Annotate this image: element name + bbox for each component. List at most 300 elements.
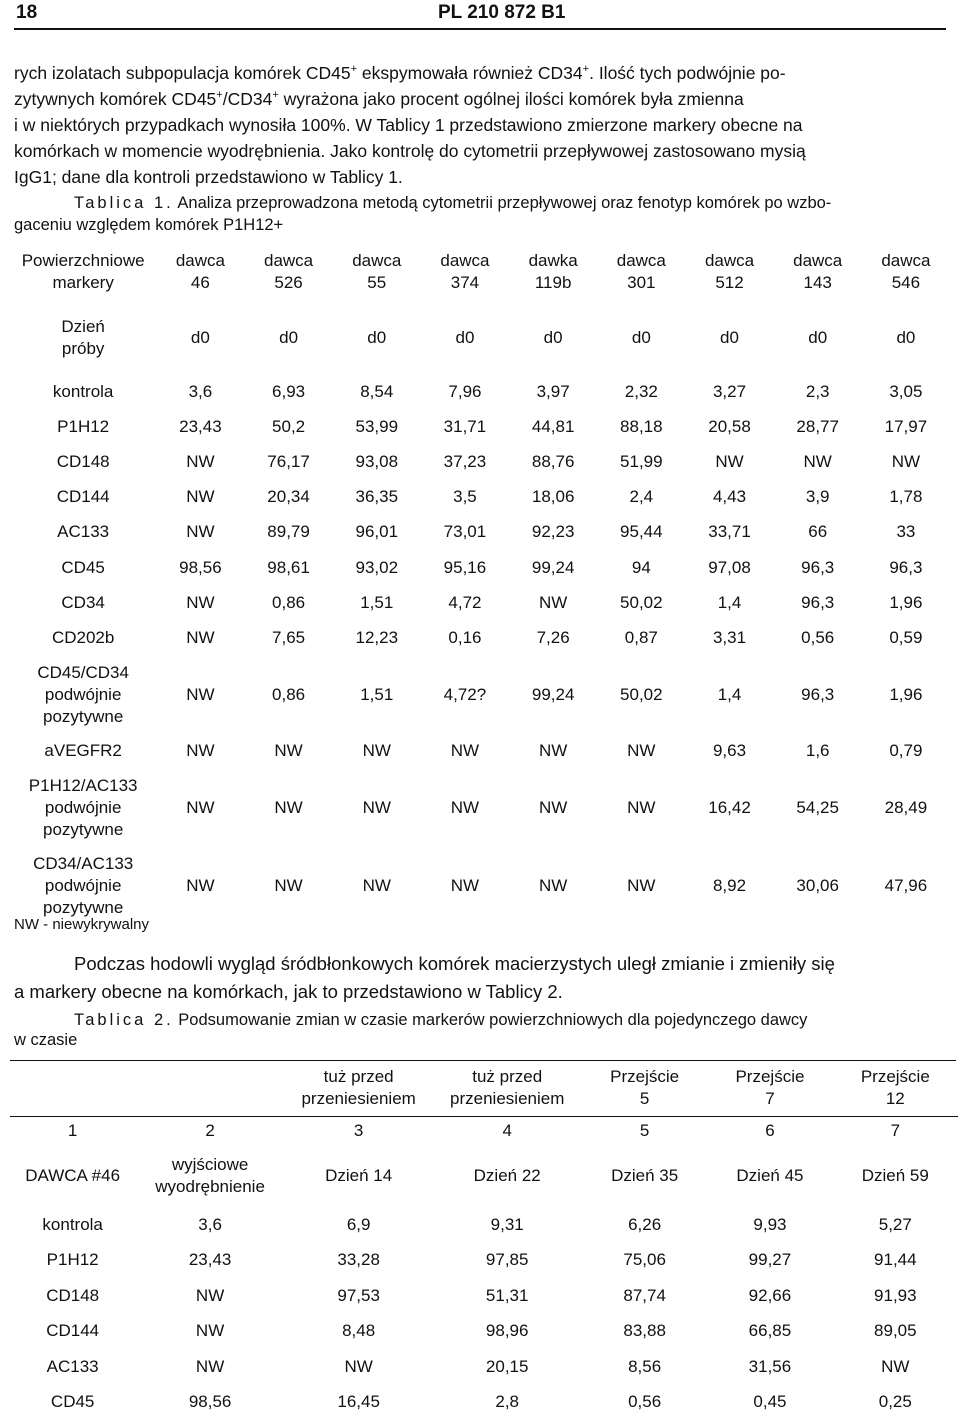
table1-donor-header-text: dawka	[509, 250, 597, 272]
table1-cell: 93,02	[333, 550, 421, 585]
table2-cell: NW	[135, 1314, 285, 1350]
table1-cell: NW	[862, 444, 950, 479]
table1-cell: 6,93	[244, 374, 332, 409]
table1-header-label	[10, 242, 156, 302]
table2-index-cell: 5	[582, 1117, 707, 1146]
table1-row-label	[10, 847, 156, 925]
table2-cell: 99,27	[707, 1243, 832, 1279]
table1-donor-header-text: 374	[421, 272, 509, 294]
table1-cell: 96,3	[774, 656, 862, 734]
table2-cell: 87,74	[582, 1278, 707, 1314]
table2-donor-cell	[10, 1145, 135, 1207]
table1-donor-header-text: 512	[685, 272, 773, 294]
table1-cell: 0,86	[244, 585, 332, 620]
table1-row-label	[10, 409, 156, 444]
table1-row	[10, 585, 950, 620]
table2-cell: NW	[135, 1278, 285, 1314]
table2-row-label: CD45	[10, 1385, 135, 1420]
table1-cell: NW	[244, 847, 332, 925]
table2-header-cell	[10, 1060, 135, 1117]
table2-header-cell-text: Przejście	[707, 1066, 832, 1088]
table2-cell: 31,56	[707, 1349, 832, 1385]
table1-cell: 3,5	[421, 480, 509, 515]
table1-row-label-text: CD144	[10, 486, 156, 508]
middle-paragraph: Podczas hodowli wygląd śródbłonkowych komórek macierzystych uległ zmianie i zmieniły się a markery obecne na komórkach, jak to przedstawiono w Tablicy 2.	[14, 950, 958, 1006]
table1-cell: 20,34	[244, 480, 332, 515]
table1-cell: 53,99	[333, 409, 421, 444]
table2-donor-cell	[432, 1145, 582, 1207]
table1-cell: 36,35	[333, 480, 421, 515]
table1-cell: 88,18	[597, 409, 685, 444]
table1-row	[10, 374, 950, 409]
table1-day-cell: d0	[509, 302, 597, 374]
table2-cell: NW	[135, 1349, 285, 1385]
table2-donor-cell	[833, 1145, 958, 1207]
table2-cell: NW	[285, 1349, 433, 1385]
table1-donor-header	[509, 242, 597, 302]
table1-cell: NW	[421, 769, 509, 847]
table2-row-label: CD144	[10, 1314, 135, 1350]
table1-cell: 0,79	[862, 734, 950, 769]
table2-cell: 0,25	[833, 1385, 958, 1420]
table2-header-cell-text: 12	[833, 1088, 958, 1110]
table1-row	[10, 656, 950, 734]
table1-donor-header-text: dawca	[244, 250, 332, 272]
table1-cell: 76,17	[244, 444, 332, 479]
table1-cell: 93,08	[333, 444, 421, 479]
table1-cell: 95,16	[421, 550, 509, 585]
table2-cell: 89,05	[833, 1314, 958, 1350]
table2-cell: 92,66	[707, 1278, 832, 1314]
table1-cell: 8,92	[685, 847, 773, 925]
table1-header-label-text: markery	[10, 272, 156, 294]
table2-row	[10, 1349, 958, 1385]
table1-donor-header	[421, 242, 509, 302]
table2-header-cell	[135, 1060, 285, 1117]
table2-donor-cell-text: wyjściowe	[135, 1154, 285, 1176]
intro-line-4: komórkach w momencie wyodrębnienia. Jako kontrolę do cytometrii przepływowej zastosowano mysią	[14, 138, 958, 164]
table2-cell: 51,31	[432, 1278, 582, 1314]
table2-cell: 97,85	[432, 1243, 582, 1279]
table1-cell: 1,96	[862, 585, 950, 620]
table1-cell: 99,24	[509, 656, 597, 734]
table1-row-label	[10, 444, 156, 479]
table2-cell: 16,45	[285, 1385, 433, 1420]
table2-header-cell	[707, 1060, 832, 1117]
intro-line-2: zytywnych komórek CD45+/CD34+ wyrażona jako procent ogólnej ilości komórek była zmienna	[14, 86, 958, 112]
table1-cell: NW	[597, 847, 685, 925]
table1-row-label-text: aVEGFR2	[10, 740, 156, 762]
table1-cell: 7,96	[421, 374, 509, 409]
table1-row	[10, 769, 950, 847]
table1-cell: 0,56	[774, 620, 862, 655]
table1-row	[10, 734, 950, 769]
table1-cell: NW	[597, 769, 685, 847]
table2-cell: 23,43	[135, 1243, 285, 1279]
table1-cell: 96,3	[774, 550, 862, 585]
table1-cell: NW	[685, 444, 773, 479]
table2-row	[10, 1207, 958, 1243]
table1-day-label-text: Dzień	[10, 316, 156, 338]
table1-cell: 28,49	[862, 769, 950, 847]
table1-day-cell: d0	[333, 302, 421, 374]
table1-row-label	[10, 656, 156, 734]
table2-donor-cell	[135, 1145, 285, 1207]
table1-day-cell: d0	[774, 302, 862, 374]
table2-donor-cell-text: Dzień 45	[707, 1165, 832, 1187]
table1-cell: NW	[774, 444, 862, 479]
table1-cell: 54,25	[774, 769, 862, 847]
table1-row	[10, 847, 950, 925]
table1-cell: 96,3	[862, 550, 950, 585]
table1-row-label	[10, 480, 156, 515]
table2-donor-cell-text: DAWCA #46	[10, 1165, 135, 1187]
table2-donor-cell-text: Dzień 22	[432, 1165, 582, 1187]
table1-cell: 1,51	[333, 585, 421, 620]
table1-cell: 12,23	[333, 620, 421, 655]
table2-donor-cell-text: Dzień 35	[582, 1165, 707, 1187]
table2-cell: 20,15	[432, 1349, 582, 1385]
table1-cell: 4,72	[421, 585, 509, 620]
table2-caption-label: Tablica 2.	[74, 1011, 174, 1029]
table1-cell: 37,23	[421, 444, 509, 479]
table2-row-label: kontrola	[10, 1207, 135, 1243]
table1-donor-header-text: dawca	[774, 250, 862, 272]
table2-header-row	[10, 1060, 958, 1117]
table1-donor-header-text: 55	[333, 272, 421, 294]
table1-cell: NW	[156, 620, 244, 655]
table1-row-label-text: podwójnie	[10, 684, 156, 706]
table1-cell: 2,3	[774, 374, 862, 409]
table1-cell: NW	[597, 734, 685, 769]
table1-donor-header-text: 119b	[509, 272, 597, 294]
table1-donor-header-text: dawca	[156, 250, 244, 272]
table1-donor-header-text: 526	[244, 272, 332, 294]
table1-cell: 33	[862, 515, 950, 550]
table1-cell: 92,23	[509, 515, 597, 550]
table1-cell: 17,97	[862, 409, 950, 444]
table1-cell: 0,16	[421, 620, 509, 655]
table2-cell: 8,48	[285, 1314, 433, 1350]
table2-index-row	[10, 1117, 958, 1146]
table2-cell: 0,45	[707, 1385, 832, 1420]
table1-cell: NW	[333, 847, 421, 925]
table1-cell: 51,99	[597, 444, 685, 479]
table1-row-label-text: CD148	[10, 451, 156, 473]
table1-row	[10, 480, 950, 515]
table1-cell: 0,86	[244, 656, 332, 734]
intro-line-3: i w niektórych przypadkach wynosiła 100%. W Tablicy 1 przedstawiono zmierzone markery obecne na	[14, 112, 958, 138]
table1-cell: 7,26	[509, 620, 597, 655]
table1-cell: 0,59	[862, 620, 950, 655]
table2-cell: 6,9	[285, 1207, 433, 1243]
table1-cell: 44,81	[509, 409, 597, 444]
table2-cell: 9,93	[707, 1207, 832, 1243]
table1-cell: NW	[509, 585, 597, 620]
table1-cell: 3,05	[862, 374, 950, 409]
table1-caption: Tablica 1. Analiza przeprowadzona metodą cytometrii przepływowej oraz fenotyp komórek po wzbo- gaceniu względem komórek P1H12+	[14, 192, 958, 236]
table1-cell: 96,3	[774, 585, 862, 620]
table2-index-cell: 4	[432, 1117, 582, 1146]
table2-cell: 66,85	[707, 1314, 832, 1350]
table1-cell: NW	[244, 769, 332, 847]
table1-donor-header-text: dawca	[862, 250, 950, 272]
table2-index-cell: 2	[135, 1117, 285, 1146]
table1-row	[10, 444, 950, 479]
table1-donor-header-text: dawca	[333, 250, 421, 272]
table1-cell: 1,51	[333, 656, 421, 734]
table1-row-label-text: AC133	[10, 521, 156, 543]
table2-row	[10, 1385, 958, 1420]
table1-cell: 94	[597, 550, 685, 585]
table1-cell: NW	[333, 769, 421, 847]
table1-cell: NW	[509, 769, 597, 847]
table2-header-cell-text: przeniesieniem	[285, 1088, 433, 1110]
table1-cell: 1,4	[685, 656, 773, 734]
table1-cell: 3,97	[509, 374, 597, 409]
table1-cell: NW	[156, 769, 244, 847]
table1-cell: NW	[156, 480, 244, 515]
table1-row-label	[10, 734, 156, 769]
table1-row-label-text: CD45	[10, 557, 156, 579]
table1-cell: NW	[156, 847, 244, 925]
table2	[10, 1060, 958, 1420]
table1-donor-header	[597, 242, 685, 302]
table1-cell: 18,06	[509, 480, 597, 515]
table1-cell: 73,01	[421, 515, 509, 550]
table2-row	[10, 1314, 958, 1350]
table2-header-cell	[432, 1060, 582, 1117]
table1-cell: 8,54	[333, 374, 421, 409]
table1-cell: 3,9	[774, 480, 862, 515]
table1-donor-header-text: dawca	[421, 250, 509, 272]
table1-donor-header	[156, 242, 244, 302]
table1-day-label-text: próby	[10, 338, 156, 360]
table2-header-cell-text: przeniesieniem	[432, 1088, 582, 1110]
table1-cell: NW	[156, 585, 244, 620]
table2-header-cell	[833, 1060, 958, 1117]
table2-cell: 98,56	[135, 1385, 285, 1420]
table1-day-label	[10, 302, 156, 374]
table1-row	[10, 409, 950, 444]
table1-donor-header	[333, 242, 421, 302]
table2-caption: Tablica 2. Podsumowanie zmian w czasie markerów powierzchniowych dla pojedynczego dawcy w czasie	[14, 1010, 958, 1050]
table2-header-cell-text: tuż przed	[285, 1066, 433, 1088]
table1-donor-header	[685, 242, 773, 302]
table2-header-cell	[285, 1060, 433, 1117]
table1-caption-label: Tablica 1.	[74, 194, 174, 212]
table1-cell: 16,42	[685, 769, 773, 847]
table2-cell: 3,6	[135, 1207, 285, 1243]
table1-cell: 3,27	[685, 374, 773, 409]
table1-cell: NW	[156, 515, 244, 550]
table1-cell: NW	[156, 734, 244, 769]
table2-index-cell: 7	[833, 1117, 958, 1146]
table1-cell: 95,44	[597, 515, 685, 550]
table2-row-label: CD148	[10, 1278, 135, 1314]
table1-donor-header	[774, 242, 862, 302]
table2-cell: 0,56	[582, 1385, 707, 1420]
table1-cell: 99,24	[509, 550, 597, 585]
table1-cell: NW	[156, 444, 244, 479]
table1-cell: 88,76	[509, 444, 597, 479]
table2-row	[10, 1243, 958, 1279]
table1-donor-header-text: dawca	[685, 250, 773, 272]
table2-donor-cell	[707, 1145, 832, 1207]
table1-row-label-text: P1H12	[10, 416, 156, 438]
table1-cell: 2,4	[597, 480, 685, 515]
table2-cell: 8,56	[582, 1349, 707, 1385]
table1-day-cell: d0	[597, 302, 685, 374]
table1-row-label-text: pozytywne	[10, 819, 156, 841]
table1-row-label-text: CD45/CD34	[10, 662, 156, 684]
table1-cell: 66	[774, 515, 862, 550]
table1-row-label	[10, 620, 156, 655]
table1-cell: 89,79	[244, 515, 332, 550]
table1-cell: 9,63	[685, 734, 773, 769]
table1-row-label	[10, 515, 156, 550]
table1-cell: 30,06	[774, 847, 862, 925]
table1-row-label-text: pozytywne	[10, 897, 156, 919]
table1-cell: 28,77	[774, 409, 862, 444]
table2-donor-cell-text: Dzień 59	[833, 1165, 958, 1187]
table1-row-label	[10, 374, 156, 409]
table2-header-cell-text: tuż przed	[432, 1066, 582, 1088]
table2-cell: 83,88	[582, 1314, 707, 1350]
table2-cell: 2,8	[432, 1385, 582, 1420]
table1-cell: 50,2	[244, 409, 332, 444]
table1-donor-header	[244, 242, 332, 302]
table2-row-label: P1H12	[10, 1243, 135, 1279]
table1-cell: 1,4	[685, 585, 773, 620]
table1-row-label-text: CD202b	[10, 627, 156, 649]
table1-day-cell: d0	[685, 302, 773, 374]
table2-row	[10, 1278, 958, 1314]
table1-cell: 7,65	[244, 620, 332, 655]
table1-cell: 3,6	[156, 374, 244, 409]
table1-cell: 2,32	[597, 374, 685, 409]
table1-cell: 20,58	[685, 409, 773, 444]
table1-day-cell: d0	[421, 302, 509, 374]
table1-cell: 96,01	[333, 515, 421, 550]
table1-row-label	[10, 585, 156, 620]
table1-row	[10, 515, 950, 550]
table2-donor-cell	[582, 1145, 707, 1207]
table1-cell: 98,56	[156, 550, 244, 585]
table1-cell: 3,31	[685, 620, 773, 655]
table1-cell: 1,6	[774, 734, 862, 769]
table1-header-label-text: Powierzchniowe	[10, 250, 156, 272]
table2-cell: 97,53	[285, 1278, 433, 1314]
table1-donor-header-text: 546	[862, 272, 950, 294]
table2-index-cell: 6	[707, 1117, 832, 1146]
table1-row-label-text: pozytywne	[10, 706, 156, 728]
table2-cell: 75,06	[582, 1243, 707, 1279]
table1-row-label-text: CD34/AC133	[10, 853, 156, 875]
table1-day-cell: d0	[862, 302, 950, 374]
table1-cell: 4,43	[685, 480, 773, 515]
table1-cell: NW	[421, 847, 509, 925]
intro-line-5: IgG1; dane dla kontroli przedstawiono w Tablicy 1.	[14, 164, 958, 190]
table1	[10, 242, 950, 925]
table2-donor-cell	[285, 1145, 433, 1207]
table1-day-cell: d0	[156, 302, 244, 374]
table1-legend: NW - niewykrywalny	[14, 916, 149, 933]
table2-cell: 9,31	[432, 1207, 582, 1243]
table1-cell: 23,43	[156, 409, 244, 444]
table1-cell: NW	[156, 656, 244, 734]
intro-line-1: rych izolatach subpopulacja komórek CD45+ ekspymowała również CD34+. Ilość tych podwójnie po-	[14, 60, 958, 86]
table1-cell: 0,87	[597, 620, 685, 655]
table1-donor-header-text: dawca	[597, 250, 685, 272]
table2-cell: 91,93	[833, 1278, 958, 1314]
table1-cell: NW	[509, 734, 597, 769]
table1-cell: 31,71	[421, 409, 509, 444]
table1-cell: 4,72?	[421, 656, 509, 734]
table2-header-cell-text: 5	[582, 1088, 707, 1110]
intro-paragraph	[14, 60, 958, 190]
table1-cell: NW	[244, 734, 332, 769]
table1-cell: 50,02	[597, 656, 685, 734]
table1-cell: NW	[509, 847, 597, 925]
table1-cell: NW	[421, 734, 509, 769]
table2-header-cell-text: Przejście	[833, 1066, 958, 1088]
table2-cell: 6,26	[582, 1207, 707, 1243]
table2-header-cell-text: 7	[707, 1088, 832, 1110]
table1-cell: NW	[333, 734, 421, 769]
table1-donor-header-text: 301	[597, 272, 685, 294]
table1-day-cell: d0	[244, 302, 332, 374]
table2-header-cell-text: Przejście	[582, 1066, 707, 1088]
table1-cell: 97,08	[685, 550, 773, 585]
table1-row-label-text: CD34	[10, 592, 156, 614]
table2-cell: 33,28	[285, 1243, 433, 1279]
table2-cell: 5,27	[833, 1207, 958, 1243]
table1-cell: 1,96	[862, 656, 950, 734]
page-number: 18	[16, 2, 37, 24]
table2-row-label: AC133	[10, 1349, 135, 1385]
table1-donor-header	[862, 242, 950, 302]
table1-donor-header-text: 46	[156, 272, 244, 294]
patent-number: PL 210 872 B1	[438, 2, 565, 24]
table2-cell: 98,96	[432, 1314, 582, 1350]
table1-cell: 50,02	[597, 585, 685, 620]
table2-index-cell: 1	[10, 1117, 135, 1146]
table1-row-label-text: podwójnie	[10, 797, 156, 819]
table2-donor-row	[10, 1145, 958, 1207]
table1-header-row	[10, 242, 950, 302]
table1-row-label-text: P1H12/AC133	[10, 775, 156, 797]
table1-day-row	[10, 302, 950, 374]
table2-cell: NW	[833, 1349, 958, 1385]
table2-donor-cell-text: Dzień 14	[285, 1165, 433, 1187]
table1-row-label	[10, 550, 156, 585]
table1-cell: 33,71	[685, 515, 773, 550]
table1-row	[10, 550, 950, 585]
table1-cell: 98,61	[244, 550, 332, 585]
table1-cell: 47,96	[862, 847, 950, 925]
page-header	[14, 0, 946, 30]
table1-row-label	[10, 769, 156, 847]
table2-donor-cell-text: wyodrębnienie	[135, 1176, 285, 1198]
table2-header-cell	[582, 1060, 707, 1117]
table2-index-cell: 3	[285, 1117, 433, 1146]
table1-row	[10, 620, 950, 655]
table1-row-label-text: kontrola	[10, 381, 156, 403]
table1-cell: 1,78	[862, 480, 950, 515]
table1-donor-header-text: 143	[774, 272, 862, 294]
table1-row-label-text: podwójnie	[10, 875, 156, 897]
